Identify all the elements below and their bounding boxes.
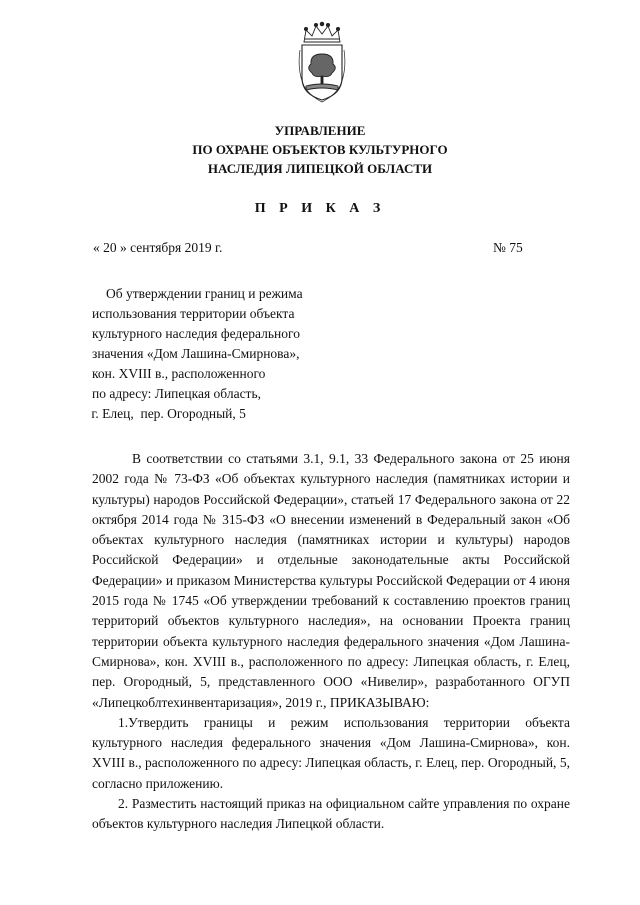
coat-of-arms-icon bbox=[294, 20, 350, 104]
preamble-paragraph: В соответствии со статьями 3.1, 9.1, 33 Федерального закона от 25 июня 2002 года № 73-ФЗ «Об объектах культурного наследия (памятниках истории и культуры) народов Российской Федерации», статьей 17 Федерального закона от 22 октября 2014 года № 315-ФЗ «О внесении изменений в Федеральный закон «Об объектах культурного наследия (памятниках истории и культуры) народов Российской Федерации» и отдельные законодательные акты Российской Федерации» и приказом Министерства культуры Российской Федерации от 4 июня 2015 года № 1745 «Об утверждении требований к составлению проектов границ территорий объектов культурного наследия», на основании Проекта границ территории объекта культурного наследия федерального значения «Дом Лашина-Смирнова», кон. XVIII в., расположенного по адресу: Липецкая область, г. Елец, пер. Огородный, 5, представленного ООО «Нивелир», разработанного ОГУП «Липецкоблтехинвентаризация», 2019 г., ПРИКАЗЫВАЮ: bbox=[92, 451, 570, 710]
subject-line: Об утверждении границ и режима bbox=[106, 286, 303, 301]
order-subject bbox=[88, 284, 348, 424]
order-number: № 75 bbox=[493, 240, 523, 255]
item-2-paragraph: 2. Разместить настоящий приказ на официальном сайте управления по охране объектов культурного наследия Липецкой области. bbox=[92, 796, 570, 832]
order-body bbox=[92, 449, 570, 835]
subject-line: г. Елец, пер. Огородный, 5 bbox=[88, 406, 246, 421]
order-date: « 20 » сентября 2019 г. bbox=[93, 240, 223, 255]
subject-line: по адресу: Липецкая область, bbox=[92, 386, 261, 401]
subject-line: использования территории объекта bbox=[92, 306, 295, 321]
subject-line: кон. XVIII в., расположенного bbox=[92, 366, 266, 381]
dept-line: УПРАВЛЕНИЕ bbox=[274, 123, 366, 138]
dept-line: НАСЛЕДИЯ ЛИПЕЦКОЙ ОБЛАСТИ bbox=[207, 161, 433, 176]
subject-line: культурного наследия федерального bbox=[92, 326, 300, 341]
item-1-paragraph: 1.Утвердить границы и режим использования территории объекта культурного наследия федерального значения «Дом Лашина-Смирнова», кон. XVIII в., расположенного по адресу: Липецкая область, г. Елец, пер. Огородный, 5, согласно приложению. bbox=[92, 714, 570, 791]
order-title: П Р И К А З bbox=[254, 201, 386, 216]
subject-line: значения «Дом Лашина-Смирнова», bbox=[92, 346, 300, 361]
dept-line: ПО ОХРАНЕ ОБЪЕКТОВ КУЛЬТУРНОГО bbox=[192, 142, 448, 157]
department-name bbox=[140, 121, 500, 178]
